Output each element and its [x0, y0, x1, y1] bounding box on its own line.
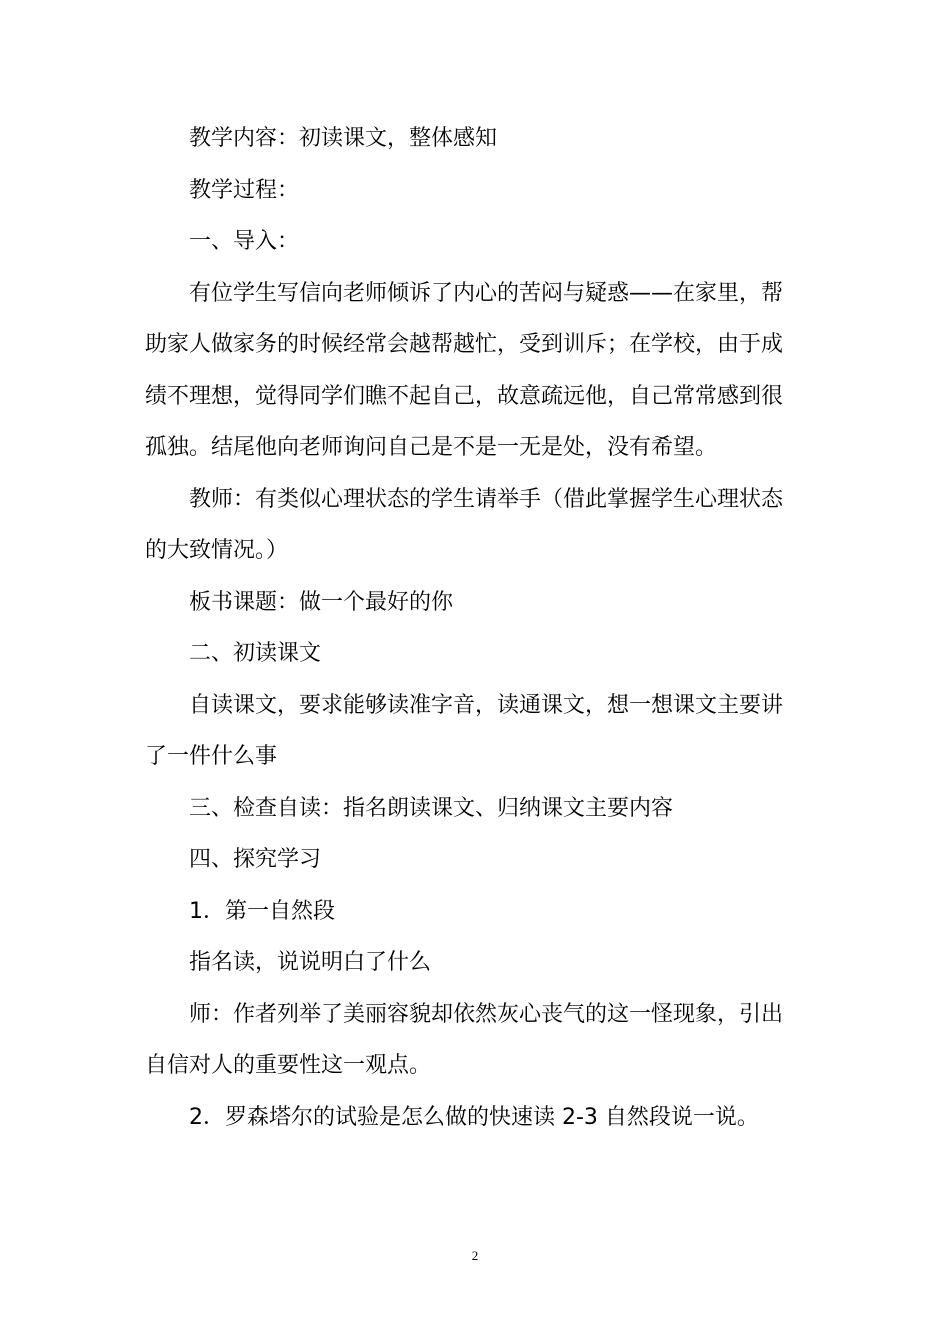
page-number: 2: [471, 1248, 479, 1263]
heading-exploration: 四、探究学习: [189, 847, 322, 872]
list-item-first-paragraph: 1．第一自然段: [189, 898, 335, 924]
paragraph-blackboard-title: 板书课题：做一个最好的你: [189, 589, 454, 615]
list-item-rosenthal-experiment: 2．罗森塔尔的试验是怎么做的快速读 2-3 自然段说一说。: [189, 1104, 759, 1130]
paragraph-teacher-question: 教师：有类似心理状态的学生请举手（借此掌握学生心理状态的大致情况。）: [145, 486, 784, 563]
paragraph-named-reading: 指名读，说说明白了什么: [189, 950, 432, 975]
heading-introduction: 一、导入：: [189, 229, 300, 254]
document-body: [145, 113, 795, 1143]
heading-check-reading: 三、检查自读：指名朗读课文、归纳课文主要内容: [189, 795, 674, 821]
paragraph-teaching-content: 教学内容：初读课文，整体感知: [189, 126, 498, 151]
paragraph-student-letter: 有位学生写信向老师倾诉了内心的苦闷与疑惑——在家里，帮助家人做家务的时候经常会越帮越忙，受到训斥；在学校，由于成绩不理想，觉得同学们瞧不起自己，故意疏远他，自己常常感到很孤独。结尾他向老师询问自己是不是一无是处，没有希望。: [145, 280, 784, 460]
heading-first-reading: 二、初读课文: [189, 641, 322, 666]
paragraph-teaching-process: 教学过程：: [189, 177, 300, 203]
paragraph-self-reading: 自读课文，要求能够读准字音，读通课文，想一想课文主要讲了一件什么事: [145, 692, 784, 769]
paragraph-teacher-comment: 师：作者列举了美丽容貌却依然灰心丧气的这一怪现象，引出自信对人的重要性这一观点。: [145, 1001, 784, 1078]
